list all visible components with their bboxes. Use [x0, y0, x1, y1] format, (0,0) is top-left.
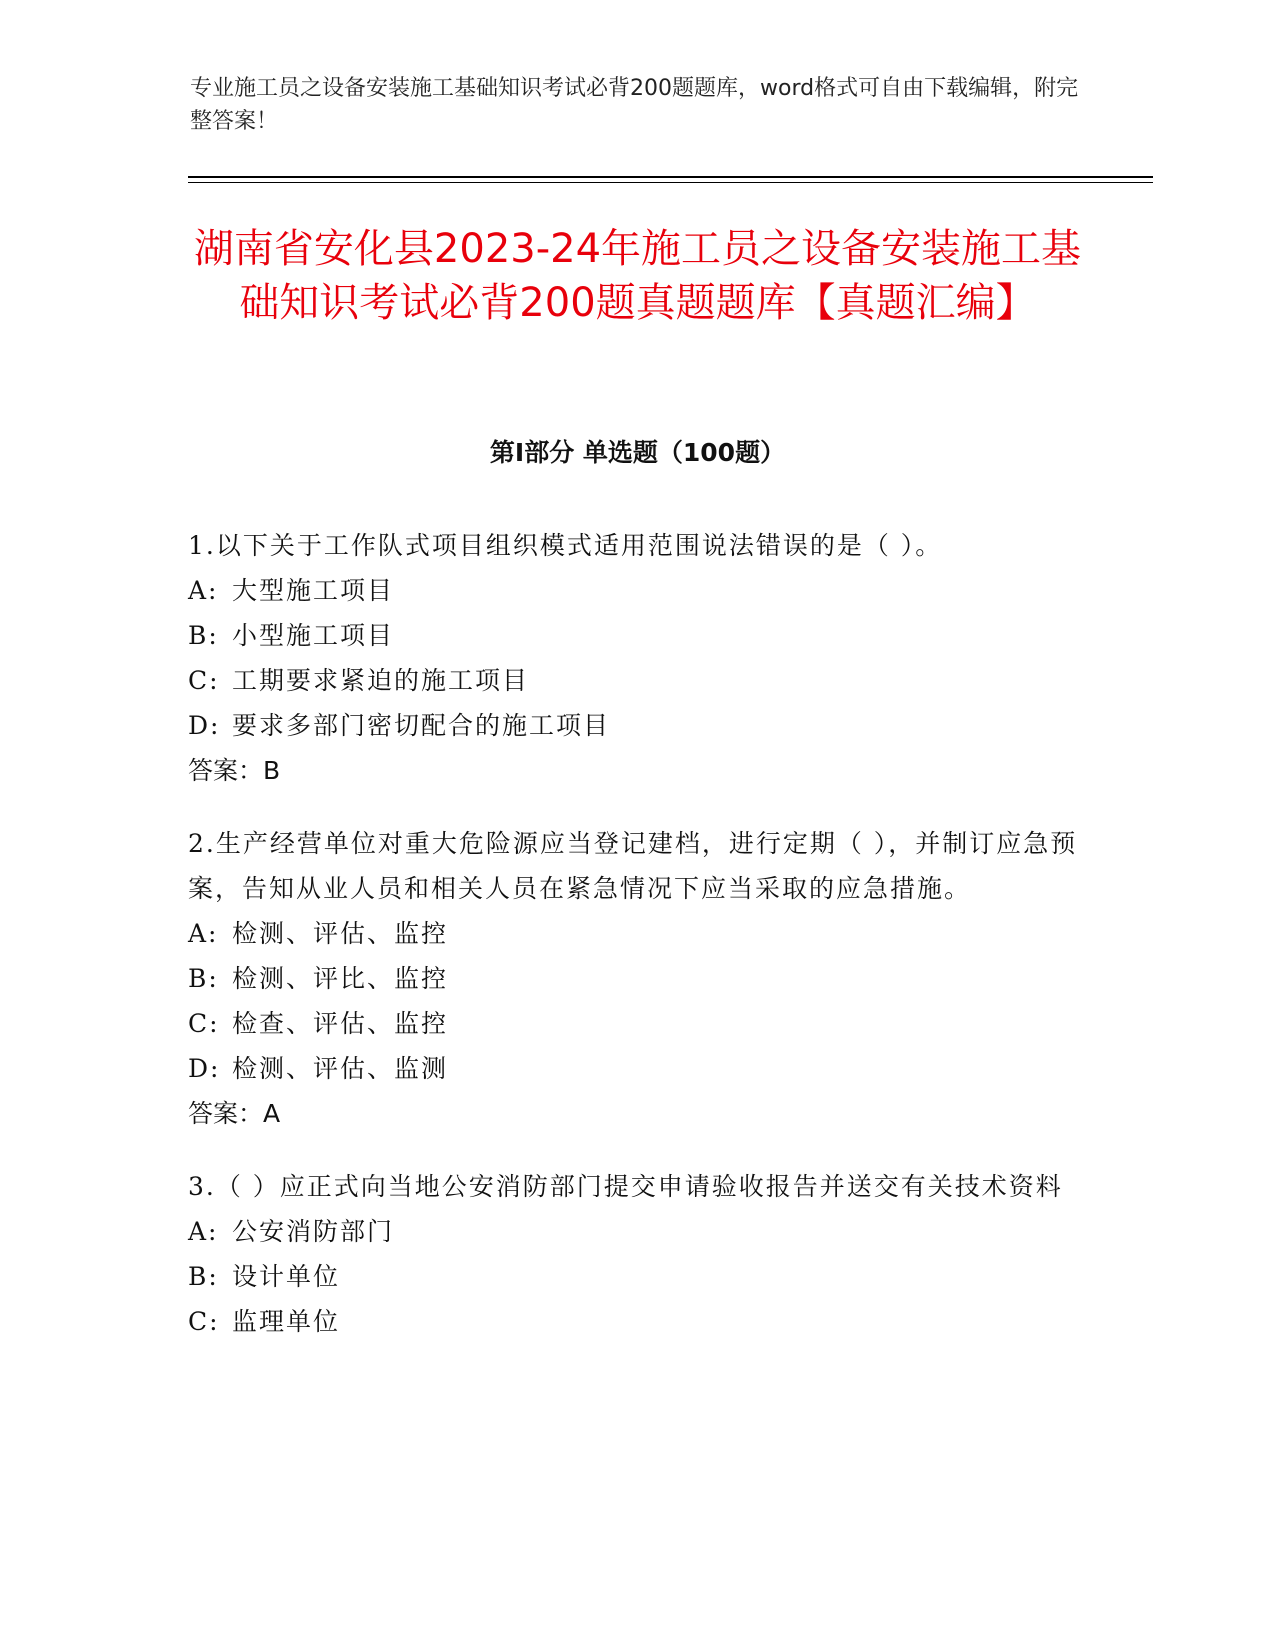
option-letter: B: — [188, 964, 219, 993]
option-letter: D: — [188, 1054, 221, 1083]
option-letter: D: — [188, 711, 221, 740]
option-a — [188, 568, 1088, 613]
section-title: 第I部分 单选题（100题） — [489, 438, 786, 467]
option-letter: C: — [188, 1009, 220, 1038]
option-letter: C: — [188, 1307, 220, 1336]
option-text: 检测、评比、监控 — [232, 964, 449, 993]
option-a — [188, 1209, 1088, 1254]
question-1 — [188, 523, 1088, 793]
option-d — [188, 1046, 1088, 1091]
option-letter: B: — [188, 1262, 219, 1291]
option-letter: C: — [188, 666, 220, 695]
option-b — [188, 1254, 1088, 1299]
option-text: 小型施工项目 — [232, 621, 395, 650]
answer-value: A — [263, 1099, 281, 1128]
option-d — [188, 703, 1088, 748]
option-letter: A: — [188, 919, 219, 948]
option-c — [188, 1299, 1088, 1344]
answer-label: 答案： — [188, 756, 264, 785]
question-stem: 3.（ ）应正式向当地公安消防部门提交申请验收报告并送交有关技术资料 — [188, 1172, 1063, 1201]
option-text: 要求多部门密切配合的施工项目 — [232, 711, 611, 740]
option-b — [188, 956, 1088, 1001]
option-a — [188, 911, 1088, 956]
option-c — [188, 1001, 1088, 1046]
option-text: 工期要求紧迫的施工项目 — [232, 666, 530, 695]
option-letter: B: — [188, 621, 219, 650]
document-title: 湖南省安化县2023-24年施工员之设备安装施工基础知识考试必背200题真题题库【真题汇编】 — [193, 226, 1082, 326]
option-c — [188, 658, 1088, 703]
question-list — [188, 523, 1088, 1372]
answer-value: B — [263, 756, 281, 785]
option-text: 检测、评估、监测 — [232, 1054, 449, 1083]
option-text: 监理单位 — [232, 1307, 341, 1336]
option-text: 检查、评估、监控 — [232, 1009, 449, 1038]
header-note: 专业施工员之设备安装施工基础知识考试必背200题题库，word格式可自由下载编辑，附完整答案！ — [190, 76, 1079, 134]
option-letter: A: — [188, 576, 219, 605]
question-stem: 2.生产经营单位对重大危险源应当登记建档，进行定期（ ），并制订应急预案，告知从业人员和相关人员在紧急情况下应当采取的应急措施。 — [188, 829, 1078, 903]
header-rule-thick — [188, 176, 1153, 178]
question-3 — [188, 1164, 1088, 1344]
option-text: 公安消防部门 — [232, 1217, 395, 1246]
answer-label: 答案： — [188, 1099, 264, 1128]
option-b — [188, 613, 1088, 658]
option-text: 大型施工项目 — [232, 576, 395, 605]
question-stem: 1.以下关于工作队式项目组织模式适用范围说法错误的是（ ）。 — [188, 531, 943, 560]
header-rule-thin — [188, 182, 1153, 183]
option-text: 设计单位 — [232, 1262, 341, 1291]
answer-line — [188, 748, 1088, 793]
answer-line — [188, 1091, 1088, 1136]
option-letter: A: — [188, 1217, 219, 1246]
option-text: 检测、评估、监控 — [232, 919, 449, 948]
question-2 — [188, 821, 1088, 1136]
